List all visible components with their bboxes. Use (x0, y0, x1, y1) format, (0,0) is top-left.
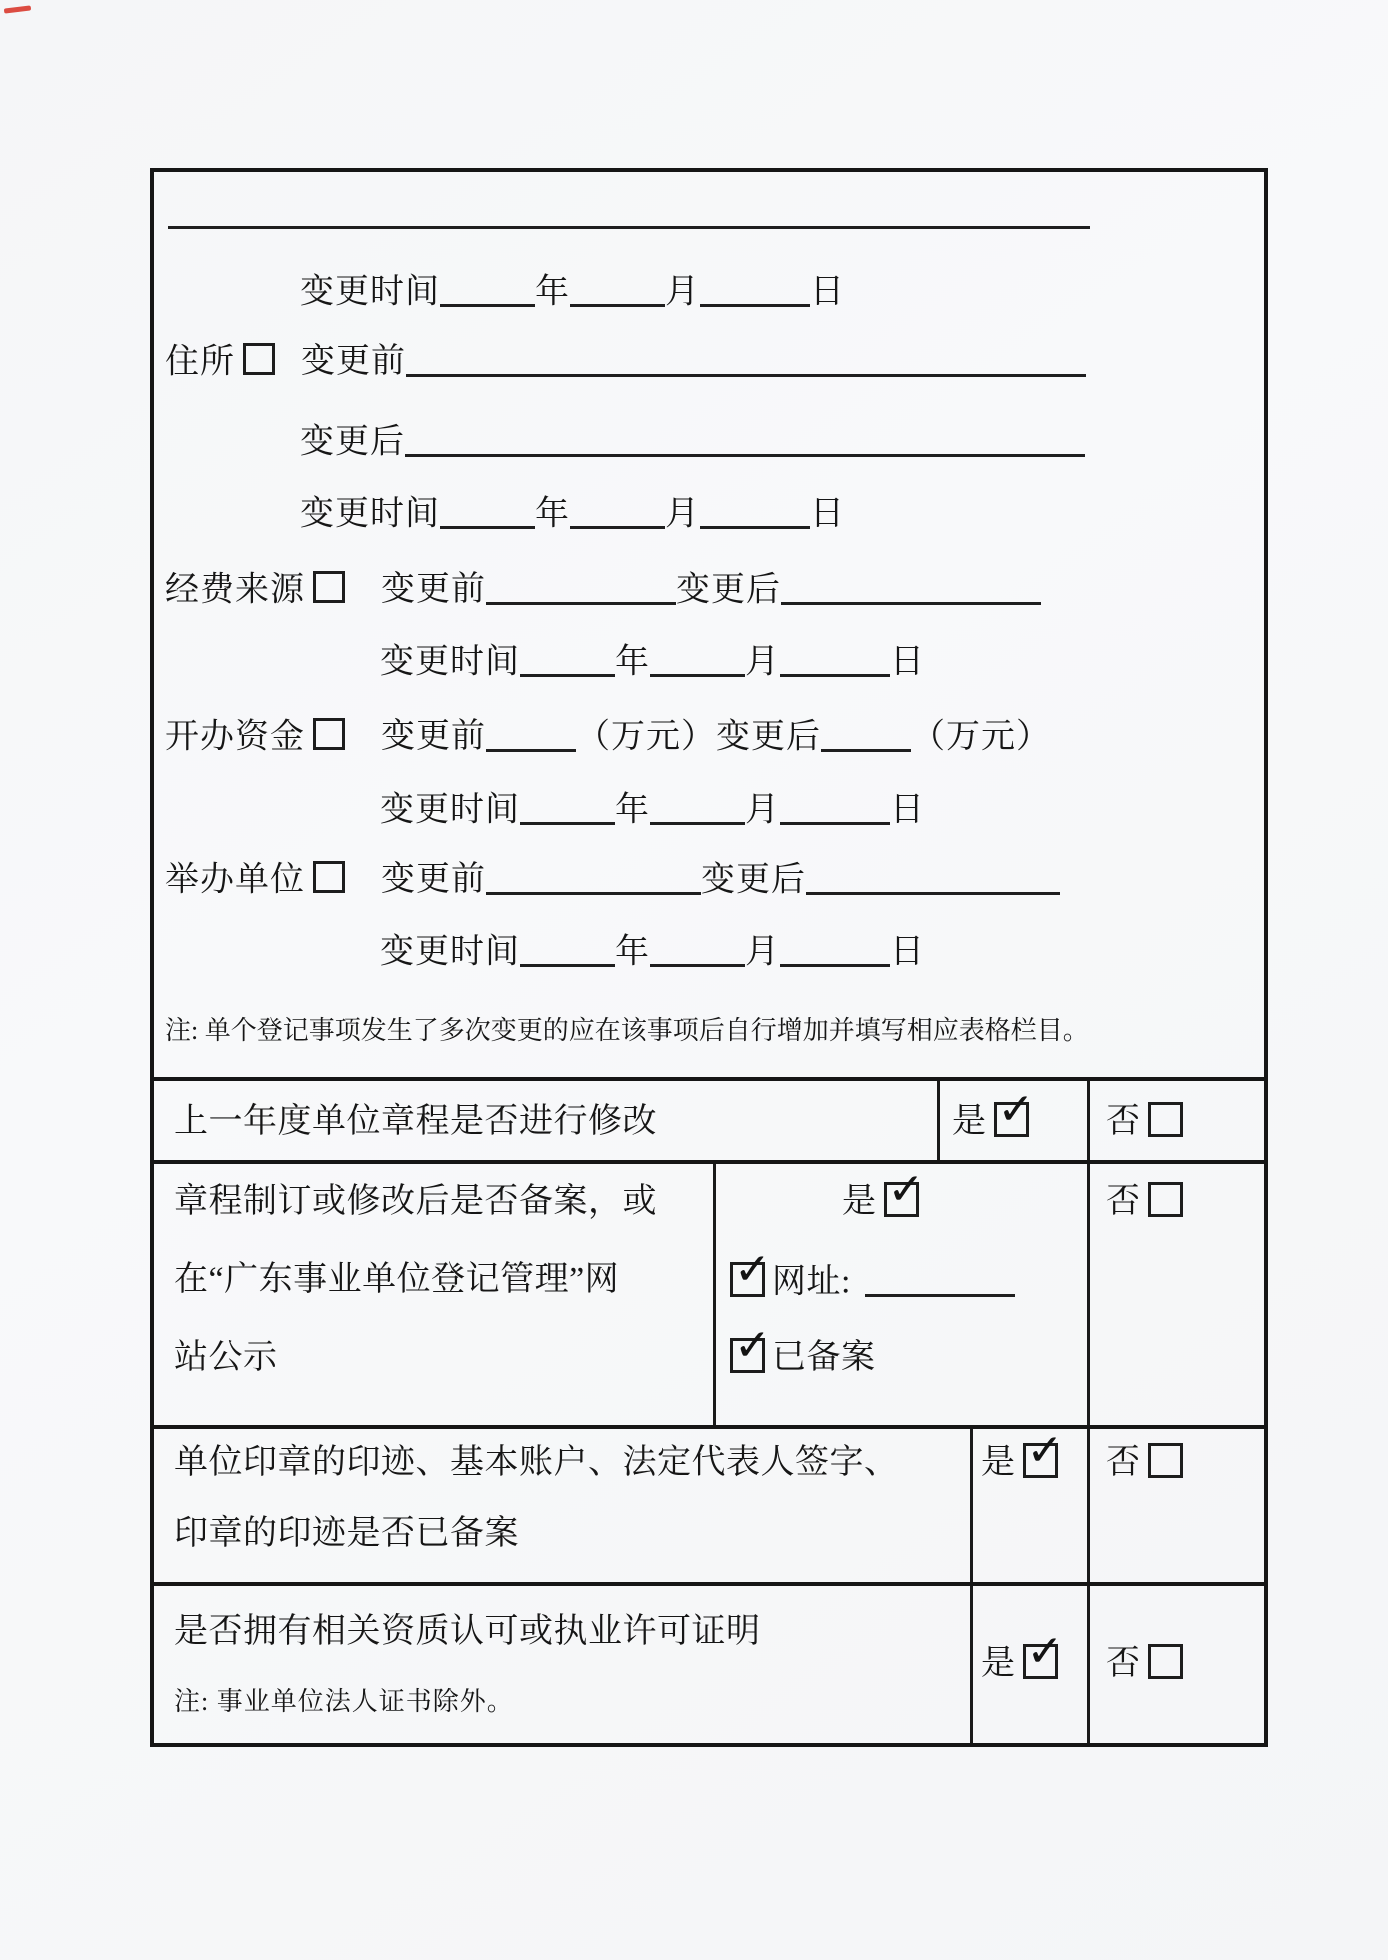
yes-cell (937, 1081, 1087, 1160)
question-cell (154, 1429, 970, 1582)
no-label: 否 (1106, 1183, 1141, 1220)
residence-label: 住所 (165, 343, 235, 381)
question-text: 上一年度单位章程是否进行修改 (174, 1103, 657, 1140)
change-month-blank[interactable] (570, 492, 665, 529)
scan-red-mark (4, 5, 31, 13)
row4-yes-checkbox[interactable] (1023, 1644, 1058, 1679)
table-row-charter-filed (154, 1160, 1264, 1425)
row3-yes-checkbox[interactable] (1023, 1443, 1058, 1478)
opening-capital-checkbox[interactable] (313, 718, 345, 750)
website-option (730, 1260, 1015, 1302)
row2-no-checkbox[interactable] (1148, 1182, 1183, 1217)
change-time-label: 变更时间 (380, 643, 520, 681)
sponsor-unit-checkbox[interactable] (313, 861, 345, 893)
yes-label: 是 (952, 1103, 987, 1140)
change-month-blank[interactable] (650, 788, 745, 825)
question-cell (154, 1164, 713, 1425)
continuation-blank-field[interactable] (168, 210, 1090, 229)
change-day-blank[interactable] (780, 788, 890, 825)
residence-before-blank[interactable] (406, 340, 1086, 377)
no-option (1106, 1443, 1183, 1483)
day-label: 日 (890, 933, 925, 971)
question-note: 注: 事业单位法人证书除外。 (174, 1687, 514, 1716)
question-text-line2: 在“广东事业单位登记管理”网 (174, 1261, 620, 1298)
change-time-line (380, 640, 925, 682)
day-label: 日 (890, 643, 925, 681)
question-text: 是否拥有相关资质认可或执业许可证明 (174, 1613, 761, 1650)
no-label: 否 (1106, 1103, 1141, 1140)
yes-label: 是 (842, 1183, 877, 1220)
funding-before-blank[interactable] (486, 568, 676, 605)
change-time-line (380, 788, 925, 830)
question-text-line3: 站公示 (174, 1339, 278, 1376)
row2-website-checkbox[interactable] (730, 1262, 765, 1297)
before-label: 变更前 (381, 718, 486, 756)
residence-after-line (300, 420, 1085, 462)
before-label: 变更前 (381, 861, 486, 899)
opening-capital-label: 开办资金 (165, 718, 305, 756)
no-cell (1087, 1164, 1264, 1425)
funding-source-label: 经费来源 (165, 571, 305, 609)
row3-no-checkbox[interactable] (1148, 1443, 1183, 1478)
question-cell (154, 1081, 937, 1160)
change-year-blank[interactable] (520, 788, 615, 825)
row1-no-checkbox[interactable] (1148, 1102, 1183, 1137)
change-day-blank[interactable] (780, 930, 890, 967)
yes-option (981, 1644, 1058, 1684)
month-label: 月 (745, 791, 780, 829)
change-time-label: 变更时间 (380, 791, 520, 829)
year-label: 年 (615, 643, 650, 681)
yes-cell (970, 1429, 1087, 1582)
yes-option (842, 1182, 919, 1222)
question-text-line1: 章程制订或修改后是否备案，或 (174, 1183, 657, 1220)
change-day-blank[interactable] (700, 492, 810, 529)
no-label: 否 (1106, 1444, 1141, 1481)
no-cell (1087, 1586, 1264, 1743)
yes-label: 是 (981, 1444, 1016, 1481)
change-time-line (300, 270, 845, 312)
sponsor-after-blank[interactable] (806, 858, 1060, 895)
funding-after-blank[interactable] (781, 568, 1041, 605)
opening-capital-line (165, 715, 1051, 757)
after-label: 变更后 (701, 861, 806, 899)
residence-before-line (165, 340, 1086, 382)
change-month-blank[interactable] (570, 270, 665, 307)
no-option (1106, 1644, 1183, 1684)
after-label: 变更后 (300, 423, 405, 461)
change-month-blank[interactable] (650, 640, 745, 677)
funding-source-checkbox[interactable] (313, 571, 345, 603)
row2-yes-checkbox[interactable] (884, 1182, 919, 1217)
year-label: 年 (535, 495, 570, 533)
no-cell (1087, 1081, 1264, 1160)
registration-change-section (154, 172, 1264, 1077)
capital-after-blank[interactable] (821, 715, 911, 752)
table-row-charter-revised (154, 1077, 1264, 1160)
yes-detail-cell (713, 1164, 1087, 1425)
question-text-line1: 单位印章的印迹、基本账户、法定代表人签字、 (174, 1444, 899, 1481)
filed-option (730, 1338, 876, 1378)
year-label: 年 (615, 791, 650, 829)
row4-no-checkbox[interactable] (1148, 1644, 1183, 1679)
annual-report-change-table (150, 168, 1268, 1747)
question-text-line2: 印章的印迹是否已备案 (174, 1515, 519, 1552)
sponsor-before-blank[interactable] (486, 858, 701, 895)
day-label: 日 (810, 273, 845, 311)
change-day-blank[interactable] (780, 640, 890, 677)
yes-option (952, 1102, 1029, 1142)
day-label: 日 (890, 791, 925, 829)
residence-checkbox[interactable] (243, 343, 275, 375)
change-time-line (380, 930, 925, 972)
website-label: 网址: (772, 1263, 851, 1301)
unit-label: （万元） (576, 718, 716, 756)
no-label: 否 (1106, 1645, 1141, 1682)
year-label: 年 (535, 273, 570, 311)
month-label: 月 (745, 643, 780, 681)
sponsor-unit-line (165, 858, 1060, 900)
no-option (1106, 1182, 1183, 1222)
website-blank[interactable] (865, 1260, 1015, 1297)
change-day-blank[interactable] (700, 270, 810, 307)
month-label: 月 (665, 495, 700, 533)
table-row-seal-filed (154, 1425, 1264, 1582)
no-cell (1087, 1429, 1264, 1582)
sponsor-unit-label: 举办单位 (165, 861, 305, 899)
question-cell (154, 1586, 970, 1743)
no-option (1106, 1102, 1183, 1142)
row2-filed-checkbox[interactable] (730, 1338, 765, 1373)
change-time-label: 变更时间 (300, 495, 440, 533)
yes-option (981, 1443, 1058, 1483)
change-time-label: 变更时间 (380, 933, 520, 971)
yes-label: 是 (981, 1645, 1016, 1682)
row1-yes-checkbox[interactable] (994, 1102, 1029, 1137)
change-year-blank[interactable] (440, 492, 535, 529)
before-label: 变更前 (301, 343, 406, 381)
funding-source-line (165, 568, 1041, 610)
change-year-blank[interactable] (520, 640, 615, 677)
after-label: 变更后 (716, 718, 821, 756)
change-year-blank[interactable] (520, 930, 615, 967)
filed-label: 已备案 (772, 1339, 876, 1376)
unit-label: （万元） (911, 718, 1051, 756)
residence-after-blank[interactable] (405, 420, 1085, 457)
after-label: 变更后 (676, 571, 781, 609)
yes-cell (970, 1586, 1087, 1743)
year-label: 年 (615, 933, 650, 971)
month-label: 月 (665, 273, 700, 311)
section-note: 注: 单个登记事项发生了多次变更的应在该事项后自行增加并填写相应表格栏目。 (165, 1016, 1089, 1045)
change-year-blank[interactable] (440, 270, 535, 307)
table-row-qualification (154, 1582, 1264, 1743)
day-label: 日 (810, 495, 845, 533)
before-label: 变更前 (381, 571, 486, 609)
month-label: 月 (745, 933, 780, 971)
change-time-label: 变更时间 (300, 273, 440, 311)
change-month-blank[interactable] (650, 930, 745, 967)
change-time-line (300, 492, 845, 534)
capital-before-blank[interactable] (486, 715, 576, 752)
